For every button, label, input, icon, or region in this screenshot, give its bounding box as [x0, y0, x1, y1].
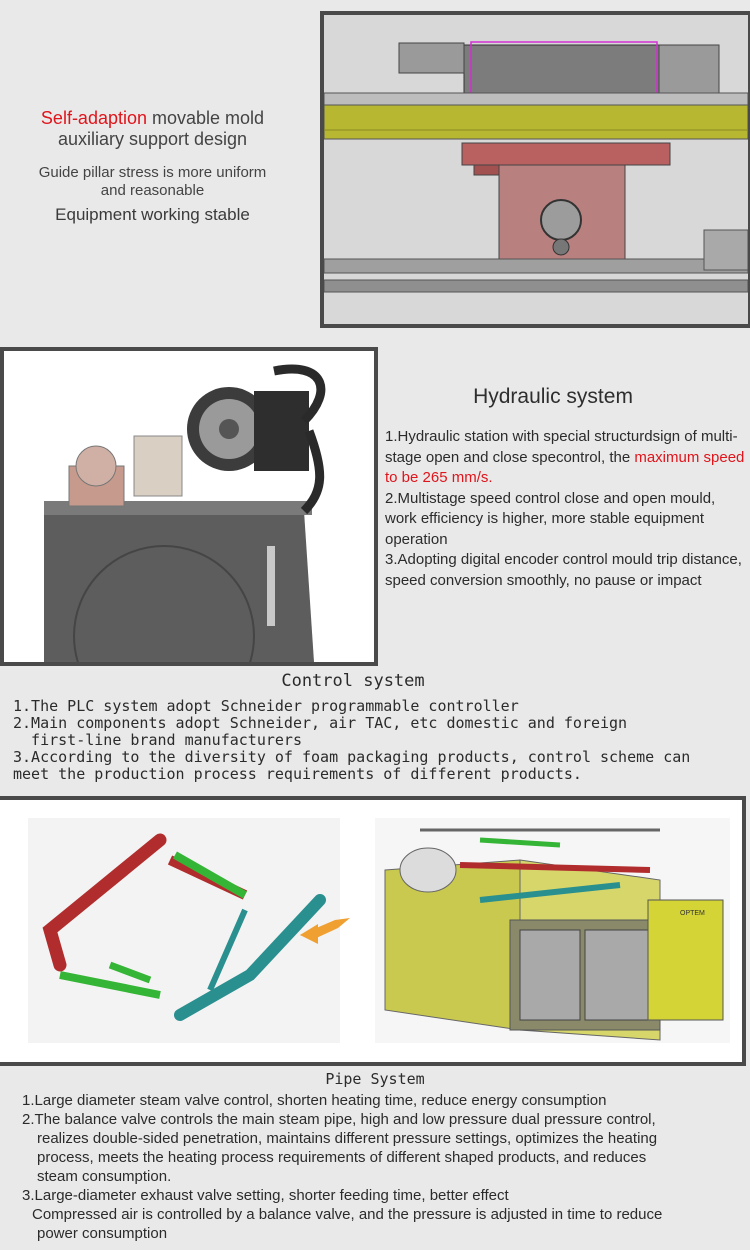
- feature-line-1: Guide pillar stress is more uniform: [38, 164, 267, 181]
- max-speed-highlight: maximum speed to be 265 mm/s.: [385, 448, 745, 486]
- hydraulic-station-drawing: [4, 351, 374, 662]
- pipe-point-3-line3: power consumption: [37, 1225, 168, 1242]
- pipe-title: Pipe System: [325, 1070, 425, 1088]
- title-line2: auxiliary support design: [57, 129, 248, 149]
- pipe-point-2-line4: steam consumption.: [37, 1168, 172, 1185]
- pipe-point-2-line2: realizes double-sided penetration, maintains different pressure settings, optimizes the heating: [37, 1130, 658, 1147]
- pipe-point-2-line3: process, meets the heating process requirements of different shaped products, and reduces: [37, 1149, 647, 1166]
- pipe-description: [22, 1091, 748, 1243]
- hydraulic-point-1-text: 1.Hydraulic station with special structurdsign of multi-stage open and close specontrol, the: [385, 428, 738, 466]
- pipe-system-image: [0, 796, 746, 1066]
- pipe-point-2: 2.The balance valve controls the main steam pipe, high and low pressure dual pressure control,: [22, 1111, 656, 1128]
- hydraulic-station-image: [0, 347, 378, 666]
- support-design-title: [0, 108, 305, 150]
- pipe-point-3: 3.Large-diameter exhaust valve setting, shorter feeding time, better effect: [22, 1187, 509, 1204]
- hydraulic-description: [385, 427, 745, 591]
- hydraulic-point-2: 2.Multistage speed control close and open mould, work efficiency is higher, more stable equipment operation: [385, 489, 716, 548]
- mold-support-drawing: [324, 15, 748, 324]
- hydraulic-point-1: [385, 427, 745, 489]
- control-point-3: 3.According to the diversity of foam packaging products, control scheme can: [13, 748, 691, 766]
- feature-line-2: and reasonable: [100, 182, 205, 199]
- control-cabinet-brand: OPTEM: [680, 910, 705, 917]
- pipe-point-3-line2: Compressed air is controlled by a balance valve, and the pressure is adjusted in time to reduce: [32, 1206, 663, 1223]
- hydraulic-point-3: 3.Adopting digital encoder control mould trip distance, speed conversion smoothly, no pause or impact: [385, 551, 742, 589]
- mold-support-image: [320, 11, 750, 328]
- support-design-text: [0, 108, 305, 224]
- control-point-1: 1.The PLC system adopt Schneider programmable controller: [13, 697, 519, 715]
- title-rest: movable mold: [147, 108, 265, 128]
- control-point-2-cont: first-line brand manufacturers: [13, 731, 302, 749]
- title-highlight: Self-adaption: [40, 108, 147, 128]
- pipe-point-1: 1.Large diameter steam valve control, shorten heating time, reduce energy consumption: [22, 1092, 607, 1109]
- control-description: [13, 698, 745, 783]
- control-point-3-cont: meet the production process requirements of different products.: [13, 765, 582, 783]
- control-point-2: 2.Main components adopt Schneider, air TAC, etc domestic and foreign: [13, 714, 628, 732]
- hydraulic-title: Hydraulic system: [473, 385, 633, 408]
- pipe-system-drawing: [0, 800, 742, 1062]
- control-title: Control system: [281, 671, 425, 691]
- feature-line-3: Equipment working stable: [55, 205, 250, 224]
